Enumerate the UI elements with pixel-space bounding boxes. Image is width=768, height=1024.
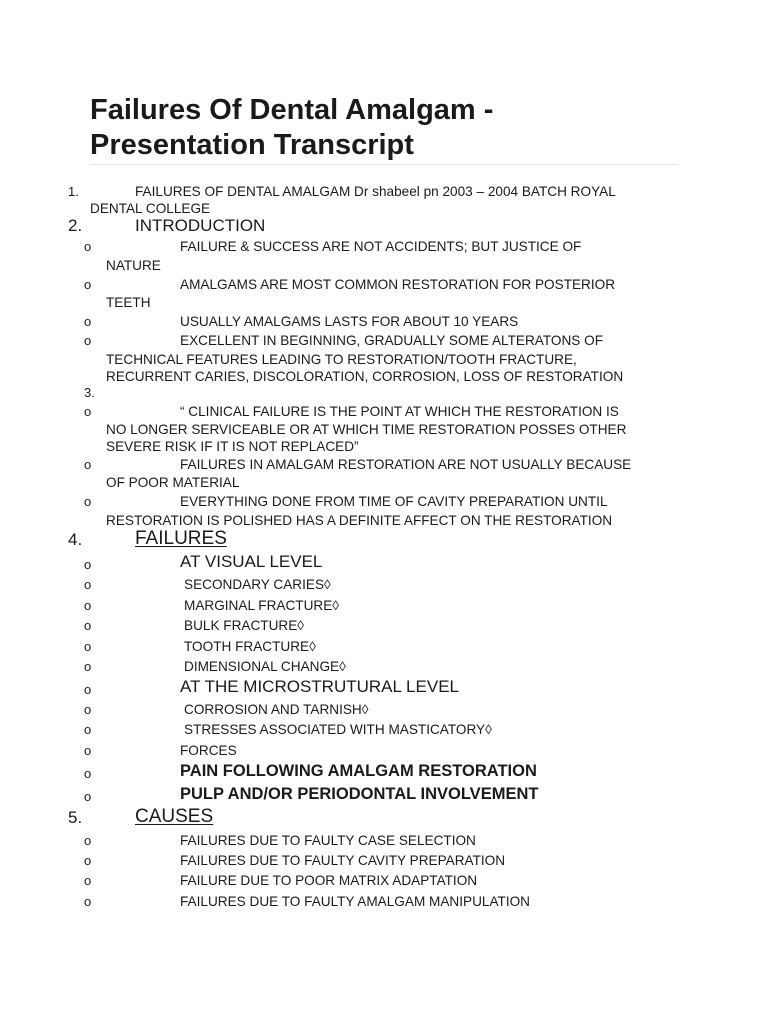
subheading-pulp: PULP AND/OR PERIODONTAL INVOLVEMENT [180,785,539,803]
bullet-marker: o [84,702,92,717]
causes-heading: CAUSES [135,806,214,827]
list-item: EXCELLENT IN BEGINNING, GRADUALLY SOME ALTERATONS OF [180,333,604,348]
bullet-marker: o [84,853,92,868]
subheading-visual-level: AT VISUAL LEVEL [180,552,323,571]
bullet-marker: o [84,722,92,737]
item-2-number: 2. [68,216,83,235]
bullet-marker: o [84,314,92,329]
list-item: TOOTH FRACTURE◊ [184,639,316,654]
bullet-marker: o [84,833,92,848]
list-item: FORCES [180,743,237,758]
list-item: FAILURES DUE TO FAULTY CAVITY PREPARATION [180,853,506,868]
list-item-cont: RESTORATION IS POLISHED HAS A DEFINITE AFFECT ON THE RESTORATION [106,513,613,528]
list-item: USUALLY AMALGAMS LASTS FOR ABOUT 10 YEARS [180,314,519,329]
list-item: FAILURE DUE TO POOR MATRIX ADAPTATION [180,873,478,888]
title-line-1: Failures Of Dental Amalgam - [90,94,494,126]
bullet-marker: o [84,639,92,654]
list-item-cont: OF POOR MATERIAL [106,475,240,490]
bullet-marker: o [84,743,92,758]
title-line-2: Presentation Transcript [90,129,414,161]
list-item: FAILURES DUE TO FAULTY AMALGAM MANIPULATION [180,894,530,909]
list-item-cont: RECURRENT CARIES, DISCOLORATION, CORROSION, LOSS OF RESTORATION [106,369,624,384]
bullet-marker: o [84,682,92,697]
bullet-marker: o [84,404,92,419]
list-item-cont: NATURE [106,258,161,273]
bullet-marker: o [84,494,92,509]
bullet-marker: o [84,659,92,674]
list-item: FAILURE & SUCCESS ARE NOT ACCIDENTS; BUT JUSTICE OF [180,239,582,254]
bullet-marker: o [84,577,92,592]
failures-heading: FAILURES [135,528,227,549]
bullet-marker: o [84,333,92,348]
list-item-cont: NO LONGER SERVICEABLE OR AT WHICH TIME RESTORATION POSSES OTHER [106,422,627,437]
item-1-text: FAILURES OF DENTAL AMALGAM Dr shabeel pn 2003 – 2004 BATCH ROYAL [135,184,616,199]
bullet-marker: o [84,277,92,292]
bullet-marker: o [84,873,92,888]
introduction-heading: INTRODUCTION [135,216,266,235]
item-1-text-cont: DENTAL COLLEGE [90,201,211,216]
item-3-number: 3. [84,385,95,400]
list-item: BULK FRACTURE◊ [184,618,305,633]
bullet-marker: o [84,457,92,472]
title-divider [90,164,678,165]
list-item: EVERYTHING DONE FROM TIME OF CAVITY PREPARATION UNTIL [180,494,608,509]
list-item: SECONDARY CARIES◊ [184,577,331,592]
bullet-marker: o [84,598,92,613]
item-1-number: 1. [68,184,79,199]
bullet-marker: o [84,789,92,804]
bullet-marker: o [84,618,92,633]
bullet-marker: o [84,766,92,781]
bullet-marker: o [84,894,92,909]
page-title [90,93,690,163]
item-4-number: 4. [68,530,83,549]
list-item: FAILURES IN AMALGAM RESTORATION ARE NOT USUALLY BECAUSE [180,457,632,472]
list-item: STRESSES ASSOCIATED WITH MASTICATORY◊ [184,722,492,737]
list-item: DIMENSIONAL CHANGE◊ [184,659,346,674]
list-item-cont: TECHNICAL FEATURES LEADING TO RESTORATION/TOOTH FRACTURE, [106,352,577,367]
list-item-cont: TEETH [106,295,151,310]
bullet-marker: o [84,239,92,254]
bullet-marker: o [84,557,92,572]
list-item: FAILURES DUE TO FAULTY CASE SELECTION [180,833,476,848]
item-5-number: 5. [68,808,83,827]
list-item-cont: SEVERE RISK IF IT IS NOT REPLACED” [106,439,359,454]
list-item: CORROSION AND TARNISH◊ [184,702,369,717]
list-item: AMALGAMS ARE MOST COMMON RESTORATION FOR POSTERIOR [180,277,616,292]
subheading-pain: PAIN FOLLOWING AMALGAM RESTORATION [180,762,537,780]
list-item: MARGINAL FRACTURE◊ [184,598,340,613]
subheading-microstructural-level: AT THE MICROSTRUTURAL LEVEL [180,677,459,696]
list-item: “ CLINICAL FAILURE IS THE POINT AT WHICH THE RESTORATION IS [180,404,619,419]
